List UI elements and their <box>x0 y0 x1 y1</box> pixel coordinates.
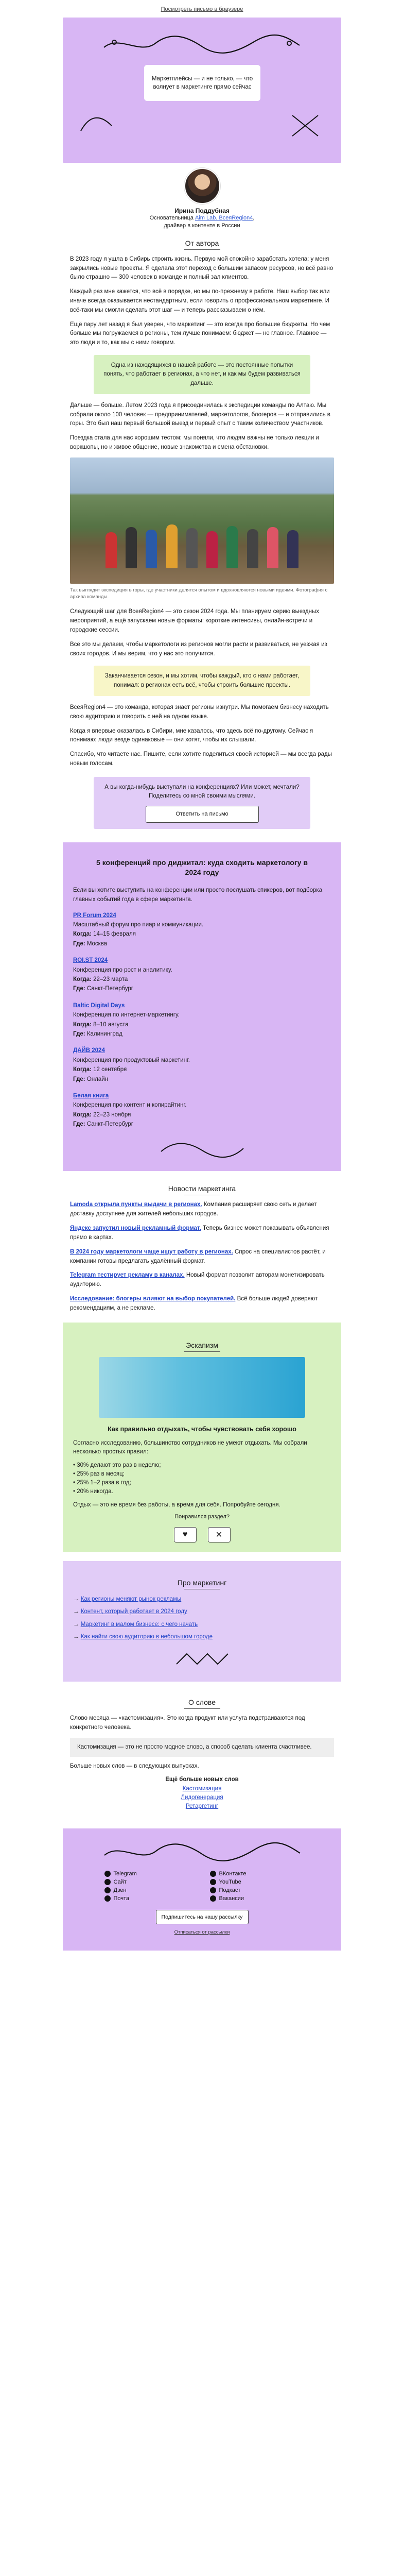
event-desc: Конференция про рост и аналитику. <box>73 967 172 973</box>
news-item <box>70 1271 334 1290</box>
word-title: О слове <box>63 1698 341 1709</box>
about-para: Каждый раз мне кажется, что всё в порядке, но мы по-прежнему в работе. Наш выбор так или иначе всегда оказывается нестандартным, если говорить о профессиональном маркетинге. И всё-таки мы смогли сделать этот шаг — и теперь рассказываем о нём. <box>70 289 330 313</box>
author-desc: Основательница Aim Lab, ВсеяRegion4, драйвер в контенте в России <box>149 215 255 229</box>
news-link[interactable]: Исследование: блогеры влияют на выбор покупателей. <box>70 1295 236 1302</box>
event-item <box>73 911 331 949</box>
author-avatar <box>184 168 220 204</box>
event-desc: Масштабный форум про пиар и коммуникации. <box>73 922 204 928</box>
about-para: Следующий шаг для ВсеяRegion4 — это сезон 2024 года. Мы планируем серию выездных мероприятий, а ещё запускаем новые форматы: короткие интенсивы, онлайн-встречи и городские сессии. <box>70 608 319 634</box>
event-date <box>73 975 331 984</box>
word-more: Больше новых слов — в следующих выпусках. <box>70 1763 199 1770</box>
news-text: Новый формат позволит авторам монетизировать аудиторию. <box>70 1272 325 1288</box>
doodle-left <box>78 105 114 136</box>
media-item: → Маркетинг в малом бизнесе: с чего начать <box>73 1621 198 1628</box>
footer-link[interactable] <box>104 1871 195 1877</box>
event-place <box>73 939 331 948</box>
event-place-value: Онлайн <box>86 1076 108 1082</box>
doodle-right <box>290 110 321 141</box>
event-item <box>73 956 331 994</box>
callout-lilac <box>94 777 310 829</box>
media-title: Про маркетинг <box>73 1579 331 1589</box>
media-link[interactable]: Как регионы меняют рынок рекламы <box>80 1596 182 1602</box>
event-place <box>73 1029 331 1039</box>
news-title: Новости маркетинга <box>63 1184 341 1195</box>
about-title: От автора <box>63 239 341 250</box>
footer-link-label: ВКонтакте <box>219 1871 247 1877</box>
news-text: Спрос на специалистов растёт, и компании готовы предлагать удалённый формат. <box>70 1248 326 1264</box>
about-para: Когда я впервые оказалась в Сибири, мне казалось, что здесь всё по-другому. Сейчас я понимаю: люди везде одинаковые — они хотят, чтобы их слышали. <box>70 727 313 743</box>
social-icon <box>210 1871 216 1877</box>
hero-card: Маркетплейсы — и не только, — что волнует в маркетинге прямо сейчас <box>144 65 260 101</box>
news-text: Всё больше людей доверяют рекомендациям, а не рекламе. <box>70 1295 318 1311</box>
about-para: Всё это мы делаем, чтобы маркетологи из регионов могли расти и развиваться, не уезжая из своих городов. И мы верим, что у нас это получится. <box>70 641 327 657</box>
event-place-label: Где: <box>73 1121 85 1128</box>
event-link[interactable]: Baltic Digital Days <box>73 1002 125 1009</box>
event-place-value: Санкт-Петербург <box>86 1121 134 1128</box>
event-date-value: 8–10 августа <box>93 1021 129 1028</box>
about-para: Поездка стала для нас хорошим тестом: мы поняли, что людям важны не только лекции и воркшопы, но и живое общение, новые знакомства и смена обстановки. <box>70 435 319 450</box>
footer-link[interactable] <box>104 1887 195 1893</box>
event-date-value: 22–23 ноября <box>93 1111 131 1118</box>
callout-lilac-text: А вы когда-нибудь выступали на конференциях? Или может, мечтали? Поделитесь со мной своими мыслями. <box>104 784 300 800</box>
expedition-photo <box>70 457 334 584</box>
social-icon <box>104 1879 111 1885</box>
event-date-value: 12 сентября <box>93 1066 127 1073</box>
view-in-browser-link[interactable]: Посмотреть письмо в браузере <box>161 6 243 12</box>
useful-links <box>63 1776 341 1809</box>
event-date <box>73 929 331 939</box>
social-icon <box>210 1887 216 1893</box>
escapism-intro: Согласно исследованию, большинство сотрудников не умеют отдыхать. Мы собрали несколько простых правил: <box>73 1440 307 1455</box>
event-link[interactable]: Белая книга <box>73 1092 109 1099</box>
event-date-label: Когда: <box>73 1111 92 1118</box>
useful-link[interactable]: Ретаргетинг <box>185 1803 219 1810</box>
callout-yellow: Заканчивается сезон, и мы хотим, чтобы каждый, кто с нами работает, понимал: в регионах есть всё, чтобы строить большие проекты. <box>94 666 310 696</box>
footer-link-label: Вакансии <box>219 1895 244 1902</box>
thumbs-down-icon: ✕ <box>215 1530 223 1539</box>
author-name: Ирина Поддубная <box>174 207 230 214</box>
event-place-value: Москва <box>86 940 108 947</box>
event-desc: Конференция по интернет-маркетингу. <box>73 1012 180 1019</box>
about-para: Спасибо, что читаете нас. Пишите, если хотите поделиться своей историей — мы всегда рады новым голосам. <box>70 751 332 767</box>
event-desc: Конференция про продуктовый маркетинг. <box>73 1057 190 1063</box>
event-date-label: Когда: <box>73 976 92 982</box>
escapism-title: Эскапизм <box>73 1341 331 1352</box>
social-icon <box>210 1879 216 1885</box>
event-place-label: Где: <box>73 1030 85 1037</box>
news-link[interactable]: Lamoda открыла пункты выдачи в регионах. <box>70 1201 202 1208</box>
news-link[interactable]: Telegram тестирует рекламу в каналах. <box>70 1272 185 1279</box>
escapism-photo <box>99 1357 305 1418</box>
footer-link-label: YouTube <box>219 1879 241 1886</box>
useful-link[interactable]: Кастомизация <box>182 1786 222 1792</box>
social-icon <box>104 1895 111 1902</box>
hero-logo <box>99 32 305 57</box>
footer-link[interactable] <box>104 1879 195 1885</box>
news-item <box>70 1248 334 1266</box>
escapism-section <box>63 1323 341 1552</box>
word-quote: Кастомизация — это не просто модное слово, а способ сделать клиента счастливее. <box>70 1738 334 1757</box>
escapism-list-item: • 20% никогда. <box>73 1488 113 1495</box>
media-item: → Контент, который работает в 2024 году <box>73 1608 187 1615</box>
social-icon <box>210 1895 216 1902</box>
social-icon <box>104 1887 111 1893</box>
media-list <box>73 1595 331 1642</box>
news-item <box>70 1224 334 1243</box>
author-desc-suffix: драйвер в контенте в России <box>164 222 240 229</box>
event-date-label: Когда: <box>73 1021 92 1028</box>
escapism-list-item: • 25% раз в месяц; <box>73 1470 125 1477</box>
escapism-outro: Отдых — это не время без работы, а время для себя. Попробуйте сегодня. <box>73 1501 280 1508</box>
media-section <box>63 1561 341 1682</box>
escapism-list <box>73 1461 331 1497</box>
useful-link[interactable]: Лидогенерация <box>181 1794 223 1801</box>
footer-link-label: Подкаст <box>219 1887 241 1894</box>
escapism-list-item: • 25% 1–2 раза в год; <box>73 1480 131 1486</box>
event-date-value: 22–23 марта <box>93 976 128 982</box>
events-section <box>63 842 341 1172</box>
event-place-value: Санкт-Петербург <box>86 986 134 992</box>
useful-title: Ещё больше новых слов <box>165 1776 239 1783</box>
event-item <box>73 1046 331 1084</box>
word-section <box>63 1682 341 1819</box>
vote-like-button[interactable] <box>174 1527 197 1543</box>
news-link[interactable]: В 2024 году маркетологи чаще ищут работу в регионах. <box>70 1248 233 1255</box>
social-icon <box>104 1871 111 1877</box>
events-intro: Если вы хотите выступить на конференции или просто послушать спикеров, вот подборка главных событий года в сфере маркетинга. <box>73 887 323 903</box>
event-date-label: Когда: <box>73 931 92 938</box>
word-intro: Слово месяца — «кастомизация». Это когда продукт или услуга подстраиваются под конкретного человека. <box>70 1715 305 1731</box>
about-para: Дальше — больше. Летом 2023 года я присоединилась к экспедиции команды по Алтаю. Мы собрали около 100 человек — предпринимателей, маркетологов, блогеров — и отправились в горы. Это был наш первый большой выезд и первый опыт с таким количеством участников. <box>70 402 330 427</box>
vote-dislike-button[interactable] <box>208 1527 231 1543</box>
footer <box>63 1828 341 1951</box>
footer-link[interactable] <box>210 1887 300 1893</box>
event-place-label: Где: <box>73 986 85 992</box>
footer-link-label: Дзен <box>113 1887 127 1894</box>
event-place <box>73 1120 331 1129</box>
about-para: Ещё пару лет назад я был уверен, что маркетинг — это всегда про большие бюджеты. Но чем больше мы погружаемся в регионы, тем лучше понимаем: бюджет — не главное. Главное — это люди и то, как мы с ними говорим. <box>70 321 330 346</box>
about-para: В 2023 году я ушла в Сибирь строить жизнь. Первую мой спокойно заработать хотела: у меня закрылись новые проекты. Я сделала этот переход с большим запасом ресурсов, но всё равно было страшно — 300 человек в команде и полный зал клиентов. <box>70 256 333 281</box>
event-place <box>73 984 331 993</box>
news-section <box>63 1171 341 1313</box>
event-date <box>73 1020 331 1029</box>
event-place-label: Где: <box>73 940 85 947</box>
reply-button[interactable]: Ответить на письмо <box>146 806 259 823</box>
footer-links <box>104 1871 300 1902</box>
news-item <box>70 1200 334 1219</box>
view-in-browser <box>0 0 404 18</box>
news-text: Теперь бизнес может показывать объявления прямо в картах. <box>70 1225 329 1241</box>
footer-link-label: Почта <box>113 1895 130 1902</box>
author-link[interactable]: Aim Lab, ВсеяRegion4 <box>195 215 253 221</box>
subscribe-button[interactable]: Подпишитесь на нашу рассылку <box>156 1910 249 1924</box>
author-desc-prefix: Основательница <box>149 215 194 221</box>
media-link[interactable]: Контент, который работает в 2024 году <box>80 1608 187 1615</box>
event-place-value: Калининград <box>86 1030 122 1037</box>
photo-people <box>101 519 303 568</box>
photo-caption: Так выглядит экспедиция в горы, где участники делятся опытом и вдохновляются новыми идеями. Фотография с архива команды. <box>70 587 328 600</box>
footer-logo <box>99 1840 305 1865</box>
event-place <box>73 1075 331 1084</box>
newsletter-body <box>63 18 341 1951</box>
footer-link-label: Сайт <box>113 1879 127 1886</box>
footer-link[interactable] <box>210 1871 300 1877</box>
event-desc: Конференция про контент и копирайтинг. <box>73 1102 187 1109</box>
event-item <box>73 1091 331 1129</box>
event-link[interactable]: PR Forum 2024 <box>73 912 116 919</box>
media-item: → Как регионы меняют рынок рекламы <box>73 1596 182 1602</box>
news-item <box>70 1295 334 1313</box>
escapism-question: Как правильно отдыхать, чтобы чувствовать себя хорошо <box>108 1425 296 1433</box>
event-place-label: Где: <box>73 1076 85 1082</box>
footer-link[interactable] <box>104 1895 195 1902</box>
news-text: Компания расширяет свою сеть и делает доставку доступнее для жителей небольших городов. <box>70 1201 317 1217</box>
media-item: → Как найти свою аудиторию в небольшом городе <box>73 1634 213 1640</box>
event-date <box>73 1065 331 1074</box>
news-link[interactable]: Яндекс запустил новый рекламный формат. <box>70 1225 201 1232</box>
footer-link[interactable] <box>210 1879 300 1885</box>
events-doodle <box>156 1136 249 1162</box>
vote-label: Понравился раздел? <box>174 1513 230 1520</box>
event-date-label: Когда: <box>73 1066 92 1073</box>
event-date-value: 14–15 февраля <box>93 931 136 938</box>
thumbs-up-icon: ♥ <box>182 1530 188 1539</box>
footer-link-label: Telegram <box>113 1871 137 1877</box>
unsubscribe-link[interactable]: Отписаться от рассылки <box>174 1929 230 1936</box>
media-link[interactable]: Как найти свою аудиторию в небольшом городе <box>80 1634 213 1640</box>
media-link[interactable]: Маркетинг в малом бизнесе: с чего начать <box>80 1621 198 1628</box>
events-title: 5 конференций про диджитал: куда сходить маркетологу в 2024 году <box>96 858 308 877</box>
escapism-list-item: • 30% делают это раз в неделю; <box>73 1462 161 1468</box>
hero-banner <box>63 18 341 163</box>
callout-green: Одна из находящихся в нашей работе — это постоянные попытки понять, что работает в регионах, а что нет, и как мы будем развиваться дальше. <box>94 355 310 394</box>
event-link[interactable]: ROI.ST 2024 <box>73 957 108 964</box>
event-date <box>73 1110 331 1120</box>
unsubscribe-row <box>73 1929 331 1935</box>
about-para: ВсеяRegion4 — это команда, которая знает регионы изнутри. Мы помогаем бизнесу находить свою аудиторию и говорить с ней на одном языке. <box>70 704 329 720</box>
media-doodle <box>171 1649 233 1669</box>
footer-link[interactable] <box>210 1895 300 1902</box>
vote-buttons <box>73 1527 331 1543</box>
event-item <box>73 1001 331 1039</box>
event-link[interactable]: ДАЙВ 2024 <box>73 1047 105 1054</box>
author-block <box>63 163 341 230</box>
